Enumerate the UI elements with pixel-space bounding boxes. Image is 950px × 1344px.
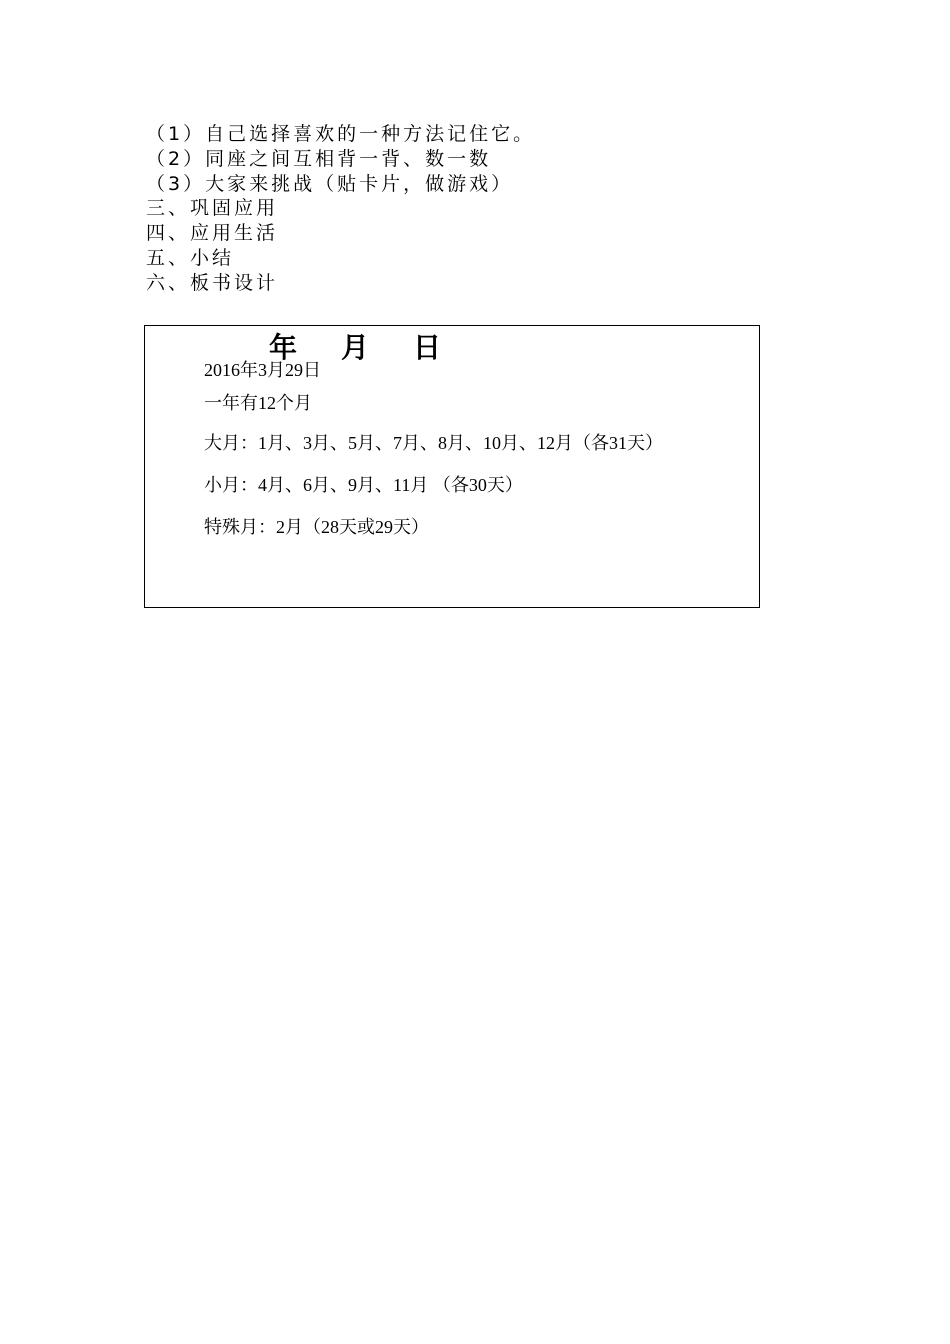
outline-section-6: 六、板书设计 [146, 271, 279, 294]
outline-section-3: 三、巩固应用 [146, 197, 279, 220]
outline-step-3: （3）大家来挑战（贴卡片，做游戏） [146, 172, 514, 195]
outline-step-2: （2）同座之间互相背一背、数一数 [146, 147, 492, 170]
blackboard-design-box [144, 325, 760, 608]
board-date: 2016年3月29日 [204, 360, 321, 380]
board-title-month: 月 [341, 331, 370, 364]
board-line-months: 一年有12个月 [204, 393, 312, 413]
lesson-outline [146, 122, 786, 296]
outline-section-4: 四、应用生活 [146, 222, 279, 245]
outline-section-5: 五、小结 [146, 246, 235, 269]
board-line-big-months: 大月：1月、3月、5月、7月、8月、10月、12月（各31天） [204, 433, 663, 453]
board-line-special-month: 特殊月：2月（28天或29天） [204, 517, 429, 537]
board-title-day: 日 [413, 331, 442, 364]
board-title-year: 年 [269, 331, 298, 364]
board-line-small-months: 小月：4月、6月、9月、11月 （各30天） [204, 475, 523, 495]
outline-step-1: （1）自己选择喜欢的一种方法记住它。 [146, 123, 536, 145]
